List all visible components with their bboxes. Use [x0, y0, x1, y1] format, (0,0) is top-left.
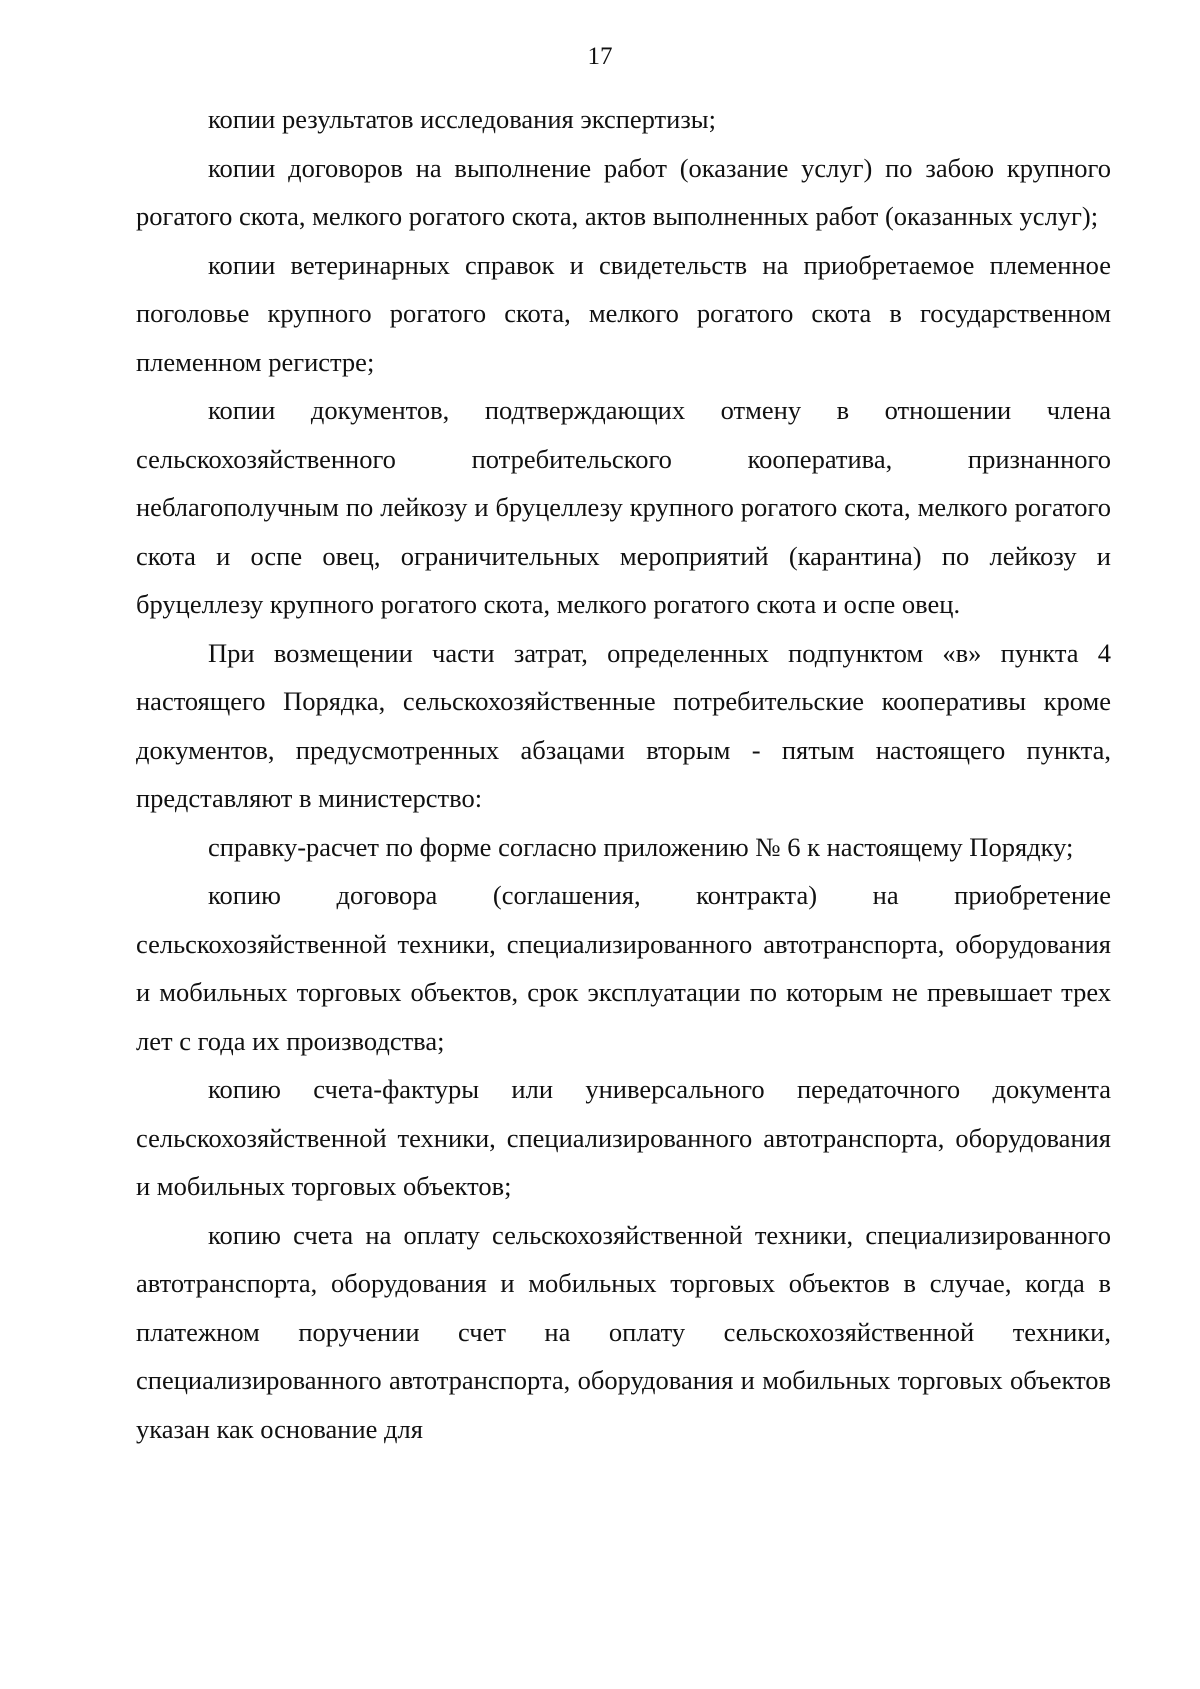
paragraph-payment-bill: копию счета на оплату сельскохозяйственной техники, специализированного автотранспорта, оборудования и мобильных торговых объектов в случае, когда в платежном поручении счет на оплату сельскохозяйственной техники, специализированного автотранспорта, оборудования и мобильных торговых объектов указан как основание для — [136, 1219, 1111, 1444]
paragraph-veterinary-certificates: копии ветеринарных справок и свидетельств на приобретаемое племенное поголовье крупного рогатого скота, мелкого рогатого скота в государственном племенном регистре; — [136, 249, 1111, 377]
paragraph-cost-reimbursement: При возмещении части затрат, определенных подпунктом «в» пункта 4 настоящего Порядка, сельскохозяйственные потребительские кооперативы кроме документов, предусмотренных абзацами вторым - пятым настоящего пункта, представляют в министерство: — [136, 637, 1111, 813]
page-number: 17 — [587, 43, 613, 70]
paragraph-quarantine-cancellation: копии документов, подтверждающих отмену в отношении члена сельскохозяйственного потребительского кооператива, признанного неблагополучным по лейкозу и бруцеллезу крупного рогатого скота, мелкого рогатого скота и оспе овец, ограничительных мероприятий (карантина) по лейкозу и бруцеллезу крупного рогатого скота, мелкого рогатого скота и оспе овец. — [136, 395, 1111, 619]
paragraph-expertise-results: копии результатов исследования экспертизы; — [208, 104, 716, 134]
document-body — [136, 95, 1111, 1453]
paragraph-invoice: копию счета-фактуры или универсального передаточного документа сельскохозяйственной техники, специализированного автотранспорта, оборудования и мобильных торговых объектов; — [136, 1074, 1111, 1201]
paragraph-purchase-contract: копию договора (соглашения, контракта) на приобретение сельскохозяйственной техники, специализированного автотранспорта, оборудования и мобильных торговых объектов, срок эксплуатации по которым не превышает трех лет с года их производства; — [136, 880, 1111, 1056]
paragraph-calculation-certificate: справку-расчет по форме согласно приложению № 6 к настоящему Порядку; — [208, 831, 1074, 862]
paragraph-slaughter-contracts: копии договоров на выполнение работ (оказание услуг) по забою крупного рогатого скота, мелкого рогатого скота, актов выполненных работ (оказанных услуг); — [136, 152, 1111, 231]
